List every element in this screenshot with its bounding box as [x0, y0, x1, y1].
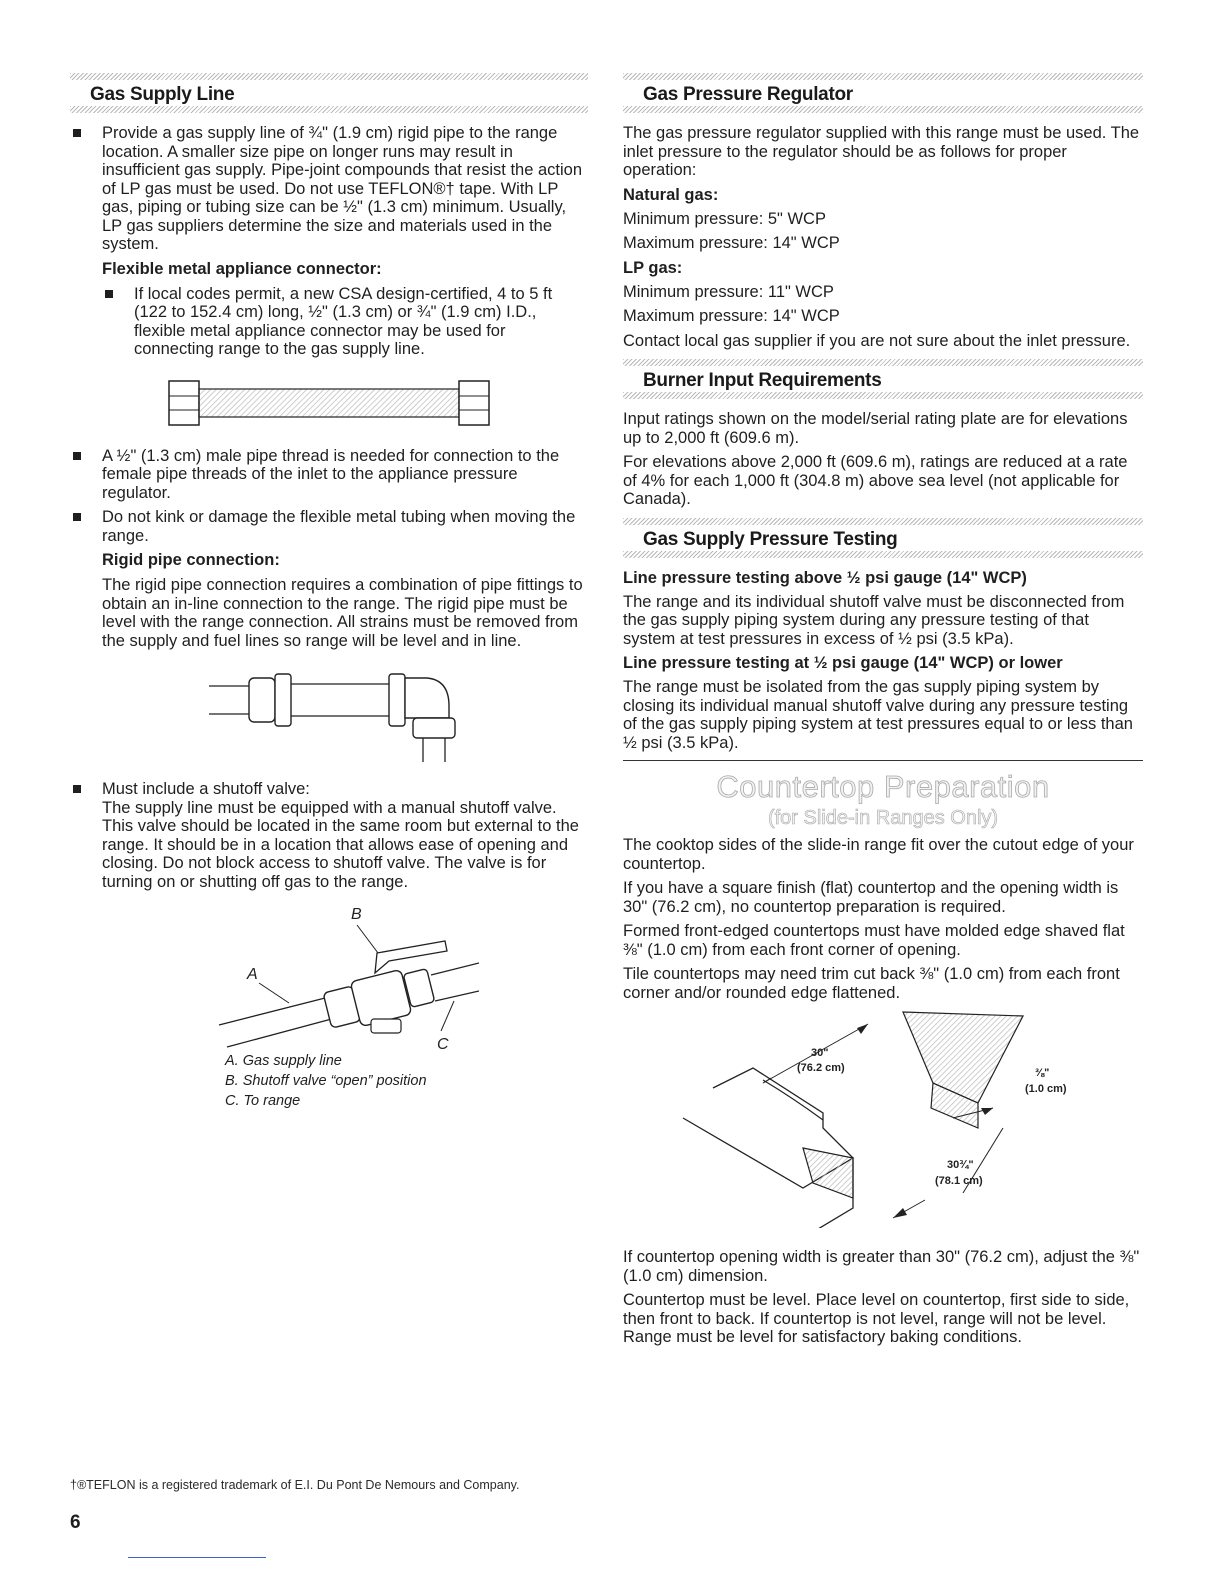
section-header-burner-input	[623, 356, 1143, 402]
footnote: †®TEFLON is a registered trademark of E.I. Du Pont De Nemours and Company.	[70, 1478, 520, 1492]
bullet-icon	[73, 129, 81, 137]
lp-min-pressure: Minimum pressure: 11" WCP	[623, 282, 834, 301]
natural-gas-label: Natural gas:	[623, 185, 719, 204]
dim-3034-in: 30¾"	[947, 1159, 974, 1171]
right-column	[623, 70, 1143, 1353]
natural-max-pressure: Maximum pressure: 14" WCP	[623, 234, 840, 252]
header-band	[623, 551, 1143, 558]
caption-line: C. To range	[225, 1093, 301, 1109]
bullet-icon	[105, 290, 113, 298]
paragraph: Contact local gas supplier if you are not sure about the inlet pressure.	[623, 331, 1131, 350]
paragraph: The rigid pipe connection requires a combination of pipe fittings to obtain an in-line connection to the range. The rigid pipe must be level with the range connection. All strains must be removed from the supply and fuel lines so range will be level and in line.	[102, 576, 583, 650]
paragraph: The range and its individual shutoff valve must be disconnected from the gas supply piping system during any pressure testing of that system at test pressures in excess of ½ psi (3.5 kPa).	[623, 592, 1125, 648]
bullet-item: Provide a gas supply line of ¾" (1.9 cm) rigid pipe to the range location. A smaller size pipe on longer runs may result in insufficient gas supply. Pipe-joint compounds that resist the action of LP gas must be used. Do not use TEFLON®† tape. With LP gas, piping or tubing size can be ½" (1.3 cm) minimum. Usually, LP gas suppliers determine the size and materials used in the system.	[70, 124, 588, 254]
lp-gas-label: LP gas:	[623, 258, 683, 277]
paragraph: Tile countertops may need trim cut back ⅜" (1.0 cm) from each front corner and/or rounded edge flattened.	[623, 965, 1120, 1002]
shutoff-valve-illustration	[179, 901, 479, 1051]
bottom-link-line	[128, 1557, 266, 1558]
rigid-pipe-illustration	[199, 656, 459, 766]
countertop-subtitle: (for Slide-in Ranges Only)	[767, 807, 999, 829]
header-band	[70, 106, 588, 113]
section-header-gas-pressure-regulator	[623, 70, 1143, 116]
caption-line: B. Shutoff valve “open” position	[225, 1073, 427, 1089]
paragraph: For elevations above 2,000 ft (609.6 m), ratings are reduced at a rate of 4% for each 1,000 ft (304.8 m) above sea level (not applicable for Canada).	[623, 453, 1128, 508]
label-c: C	[437, 1036, 449, 1051]
section-header-gas-supply-line	[70, 70, 588, 116]
subheading: Flexible metal appliance connector:	[102, 259, 382, 278]
dim-38-cm: (1.0 cm)	[1025, 1083, 1067, 1095]
countertop-cutout-illustration	[663, 1008, 1133, 1228]
header-band	[623, 392, 1143, 399]
section-title: Burner Input Requirements	[643, 370, 882, 391]
subheading: Line pressure testing above ½ psi gauge (14" WCP)	[623, 568, 1027, 587]
subheading: Line pressure testing at ½ psi gauge (14" WCP) or lower	[623, 654, 1063, 672]
section-title: Gas Supply Line	[90, 84, 235, 105]
header-band	[623, 73, 1143, 80]
header-band	[623, 518, 1143, 525]
dim-30-in: 30"	[811, 1047, 829, 1059]
section-header-pressure-testing	[623, 515, 1143, 561]
paragraph: The gas pressure regulator supplied with this range must be used. The inlet pressure to the regulator should be as follows for proper operation:	[623, 124, 1140, 179]
paragraph: The range must be isolated from the gas supply piping system by closing its individual manual shutoff valve during any pressure testing of the gas supply piping system at test pressures equal to or less than ½ psi (3.5 kPa).	[623, 678, 1133, 752]
subheading: Rigid pipe connection:	[102, 551, 280, 569]
caption-line: A. Gas supply line	[225, 1053, 342, 1069]
label-a: A	[247, 966, 258, 983]
bullet-icon	[73, 452, 81, 460]
bullet-item: If local codes permit, a new CSA design-certified, 4 to 5 ft (122 to 152.4 cm) long, ½" (1.3 cm) or ¾" (1.9 cm) I.D., flexible metal appliance connector may be used for connecting range to the gas supply line.	[102, 285, 588, 359]
paragraph: If countertop opening width is greater than 30" (76.2 cm), adjust the ⅜" (1.0 cm) dimension.	[623, 1248, 1140, 1285]
left-column	[70, 70, 588, 1111]
dim-30-cm: (76.2 cm)	[797, 1062, 845, 1074]
header-band	[623, 359, 1143, 366]
paragraph: Input ratings shown on the model/serial rating plate are for elevations up to 2,000 ft (609.6 m).	[623, 410, 1128, 447]
lp-max-pressure: Maximum pressure: 14" WCP	[623, 307, 840, 325]
paragraph: If you have a square finish (flat) countertop and the opening width is 30" (76.2 cm), no countertop preparation is required.	[623, 879, 1119, 916]
paragraph: The cooktop sides of the slide-in range fit over the cutout edge of your countertop.	[623, 836, 1134, 873]
countertop-title: Countertop Preparation	[716, 769, 1050, 804]
bullet-icon	[73, 785, 81, 793]
header-band	[623, 106, 1143, 113]
bullet-icon	[73, 513, 81, 521]
section-title: Gas Pressure Regulator	[643, 84, 853, 105]
paragraph: Countertop must be level. Place level on countertop, first side to side, then front to back. If countertop is not level, range will not be level. Range must be level for satisfactory baking conditions.	[623, 1291, 1130, 1346]
dim-38-in: ⅜"	[1035, 1067, 1050, 1079]
label-b: B	[351, 906, 362, 923]
page-number: 6	[70, 1512, 81, 1533]
bullet-item: Must include a shutoff valve: The supply line must be equipped with a manual shutoff valve. This valve should be located in the same room but external to the range. It should be in a location that allows ease of opening and closing. Do not block access to shutoff valve. The valve is for turning on or shutting off gas to the range.	[70, 780, 588, 891]
flexible-connector-illustration	[159, 367, 499, 437]
natural-min-pressure: Minimum pressure: 5" WCP	[623, 209, 826, 228]
bullet-item: A ½" (1.3 cm) male pipe thread is needed for connection to the female pipe threads of the inlet to the appliance pressure regulator.	[70, 447, 588, 503]
header-band	[70, 73, 588, 80]
bullet-item: Do not kink or damage the flexible metal tubing when moving the range.	[70, 508, 588, 545]
paragraph: Formed front-edged countertops must have molded edge shaved flat ⅜" (1.0 cm) from each front corner of opening.	[623, 922, 1125, 959]
section-divider	[623, 760, 1143, 761]
section-title: Gas Supply Pressure Testing	[643, 528, 898, 550]
figure-caption	[225, 1051, 588, 1111]
dim-3034-cm: (78.1 cm)	[935, 1175, 983, 1187]
